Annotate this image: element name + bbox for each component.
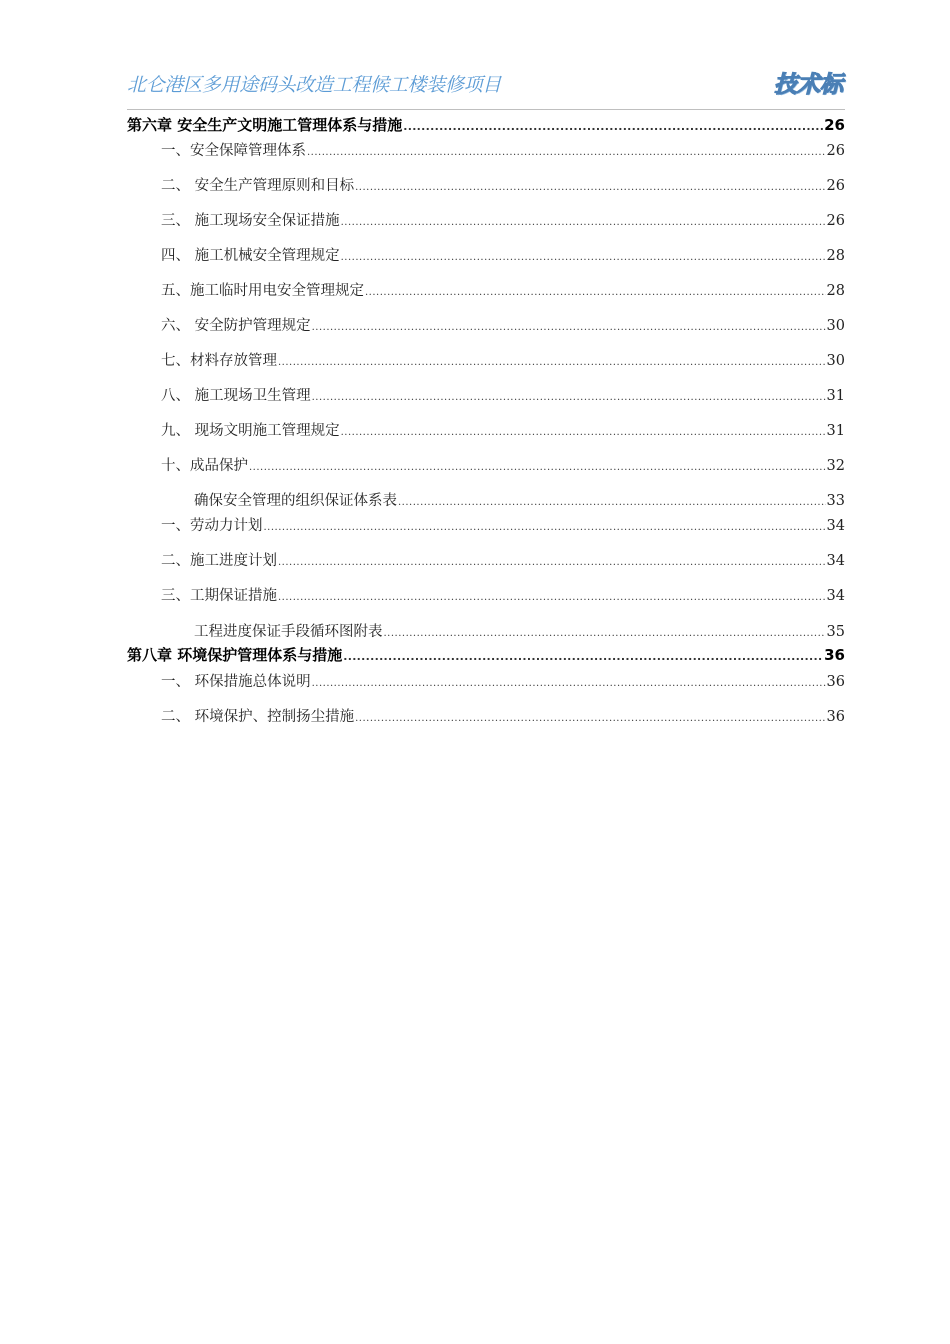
toc-entry-page: 30 [826,353,845,369]
toc-entry-page: 26 [826,213,845,229]
toc-entry-label: 四、 施工机械安全管理规定 [161,248,340,264]
toc-entry[interactable] [127,549,845,571]
toc-entry-page: 31 [826,423,845,439]
header-title: 北仑港区多用途码头改造工程候工楼装修项目 [127,74,502,96]
toc-entry[interactable] [127,705,845,727]
toc-entry-label: 二、施工进度计划 [161,553,277,569]
toc-entry-label: 一、劳动力计划 [161,518,263,534]
toc-entry-label: 二、 安全生产管理原则和目标 [161,178,355,194]
toc-dot-leader [264,522,826,533]
toc-dot-leader [307,147,826,158]
toc-entry-page: 26 [826,143,845,159]
toc-dot-leader [365,287,826,298]
toc-entry-label: 九、 现场文明施工管理规定 [161,423,340,439]
toc-dot-leader [249,462,826,473]
toc-entry-label: 一、 环保措施总体说明 [161,674,311,690]
toc-dot-leader [278,592,826,603]
toc-entry[interactable] [127,139,845,161]
toc-entry[interactable] [127,314,845,336]
toc-entry-label: 第六章 安全生产文明施工管理体系与措施 [127,116,403,134]
toc-dot-leader [341,217,826,228]
toc-dot-leader [341,252,826,263]
toc-entry-page: 36 [826,674,845,690]
toc-entry-label: 第八章 环境保护管理体系与措施 [127,646,343,664]
toc-entry[interactable] [127,514,845,536]
toc-dot-leader [278,357,826,368]
toc-entry[interactable] [127,620,845,642]
toc-dot-leader [398,497,826,508]
header-divider [127,109,845,110]
header-tag: 技术标 [774,72,843,98]
toc-entry-page: 32 [826,458,845,474]
toc-entry-label: 确保安全管理的组织保证体系表 [194,493,397,509]
toc-entry-page: 36 [826,709,845,725]
toc-entry-label: 七、材料存放管理 [161,353,277,369]
toc-entry-label: 五、施工临时用电安全管理规定 [161,283,364,299]
toc-entry-label: 十、成品保护 [161,458,248,474]
toc-dot-leader [355,713,825,724]
toc-entry-page: 28 [826,248,845,264]
toc-entry[interactable] [127,454,845,476]
toc-dot-leader [312,678,826,689]
toc-entry[interactable] [127,279,845,301]
toc-entry-page: 35 [826,624,845,640]
toc-entry-page: 34 [826,518,845,534]
toc-entry[interactable] [127,114,845,136]
toc-entry[interactable] [127,384,845,406]
toc-entry[interactable] [127,644,845,666]
toc-dot-leader [341,427,826,438]
toc-entry-page: 26 [824,116,845,134]
toc-entry[interactable] [127,174,845,196]
toc-entry-label: 工程进度保证手段循环图附表 [194,624,383,640]
page-header [127,64,845,108]
toc-entry-page: 28 [826,283,845,299]
toc-dot-leader [312,392,826,403]
toc-entry-page: 26 [826,178,845,194]
toc-entry[interactable] [127,349,845,371]
toc-dot-leader [384,628,826,639]
toc-entry-label: 三、 施工现场安全保证措施 [161,213,340,229]
toc-dot-leader [403,120,823,133]
toc-entry-page: 31 [826,388,845,404]
toc-entry[interactable] [127,244,845,266]
toc-entry-page: 36 [824,646,845,664]
toc-entry[interactable] [127,584,845,606]
toc-entry[interactable] [127,419,845,441]
toc-dot-leader [355,182,825,193]
toc-entry[interactable] [127,489,845,511]
toc-entry-label: 八、 施工现场卫生管理 [161,388,311,404]
toc-entry[interactable] [127,670,845,692]
toc-entry-page: 33 [826,493,845,509]
toc-entry-page: 34 [826,553,845,569]
toc-dot-leader [312,322,826,333]
toc-dot-leader [278,557,826,568]
toc-entry-page: 34 [826,588,845,604]
toc-entry-label: 三、工期保证措施 [161,588,277,604]
toc-dot-leader [343,650,823,663]
toc-entry-label: 二、 环境保护、控制扬尘措施 [161,709,355,725]
toc-entry[interactable] [127,209,845,231]
toc-entry-label: 六、 安全防护管理规定 [161,318,311,334]
toc-entry-page: 30 [826,318,845,334]
toc-entry-label: 一、安全保障管理体系 [161,143,306,159]
